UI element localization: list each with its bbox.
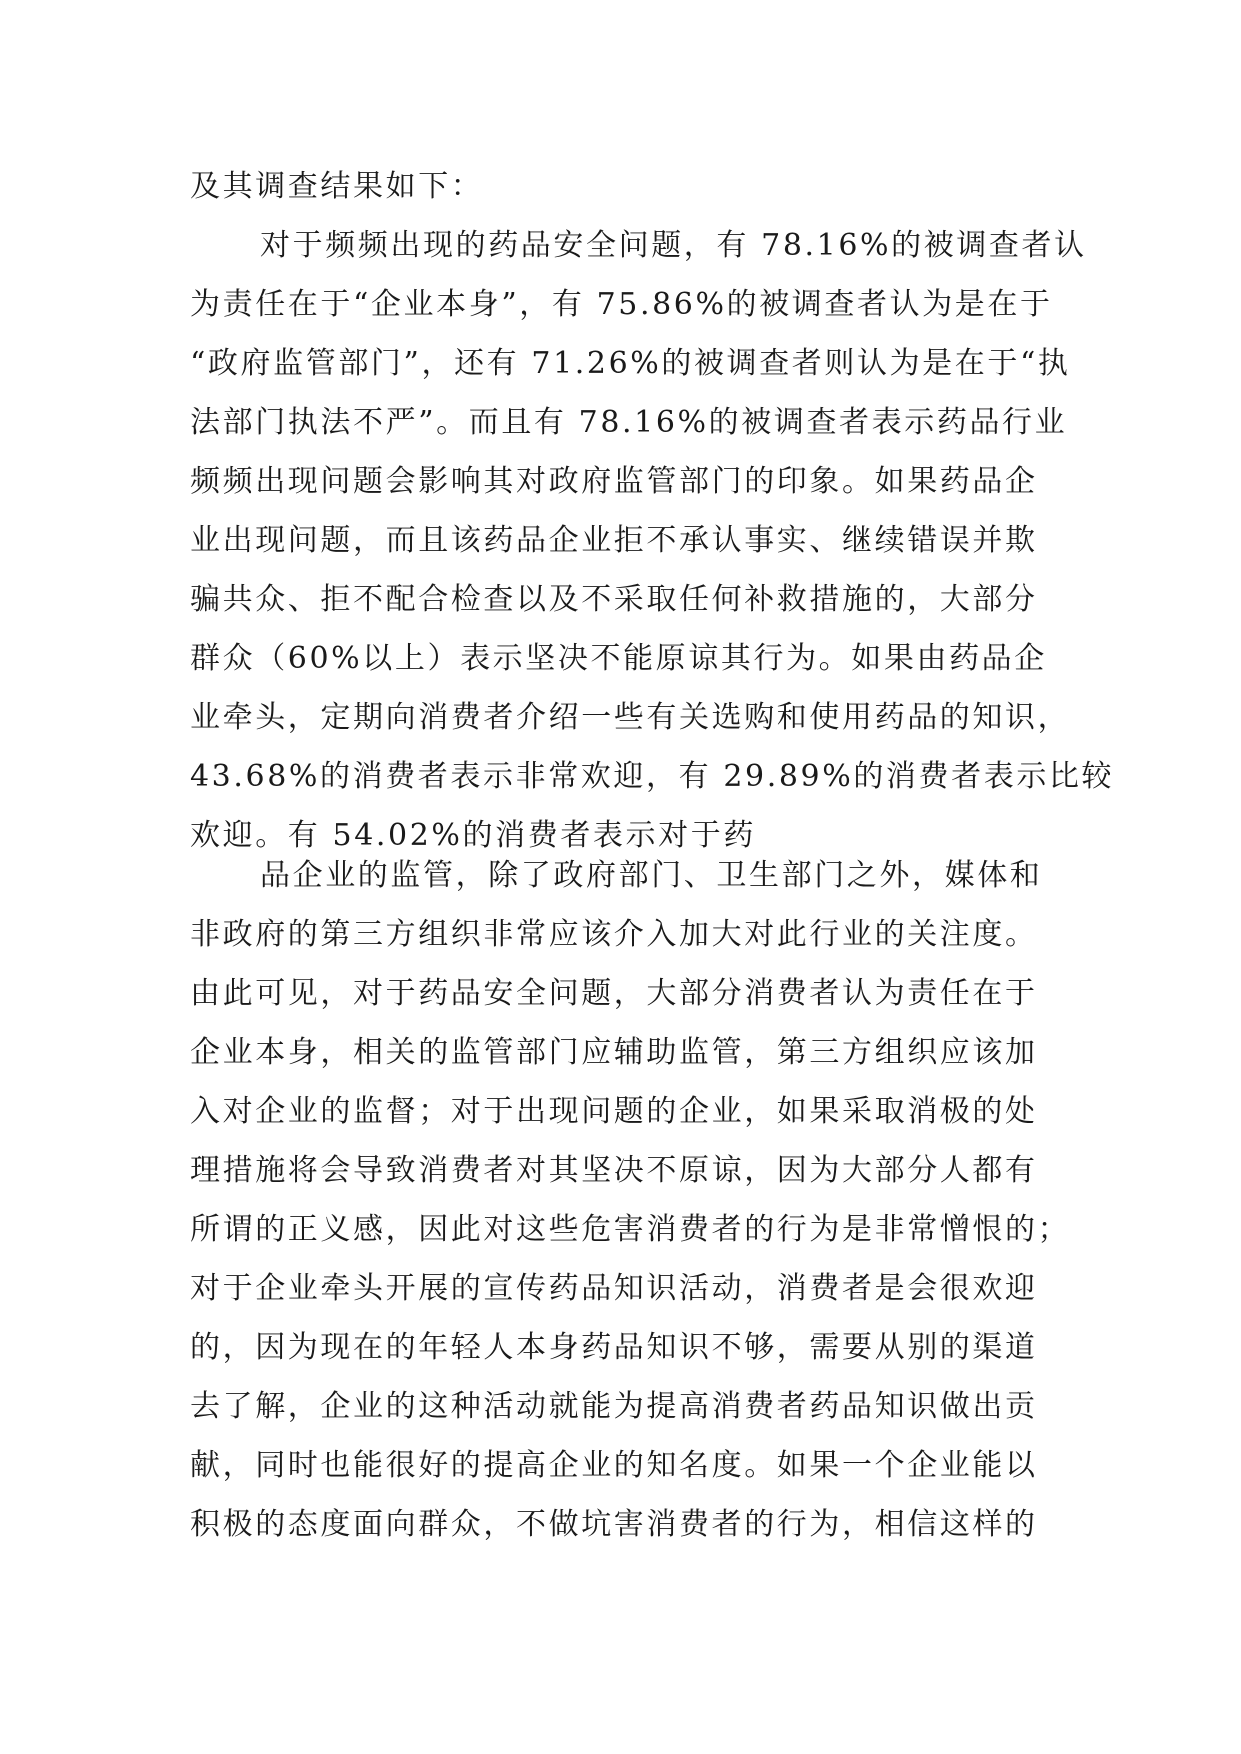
text-line: 业牵头，定期向消费者介绍一些有关选购和使用药品的知识， bbox=[190, 700, 1071, 735]
paragraph-survey-results bbox=[190, 157, 1115, 865]
text-line: 献，同时也能很好的提高企业的知名度。如果一个企业能以 bbox=[190, 1448, 1038, 1483]
text-line: 为责任在于“企业本身”，有 75.86%的被调查者认为是在于 bbox=[190, 287, 1053, 322]
text-line: 所谓的正义感，因此对这些危害消费者的行为是非常憎恨的； bbox=[190, 1212, 1071, 1247]
text-line: 及其调查结果如下： bbox=[190, 169, 484, 204]
text-line: 非政府的第三方组织非常应该介入加大对此行业的关注度。 bbox=[190, 917, 1038, 952]
paragraph-conclusion bbox=[190, 846, 1071, 1554]
text-line: 理措施将会导致消费者对其坚决不原谅，因为大部分人都有 bbox=[190, 1153, 1038, 1188]
text-line: 对于企业牵头开展的宣传药品知识活动，消费者是会很欢迎 bbox=[190, 1271, 1038, 1306]
text-line: 业出现问题，而且该药品企业拒不承认事实、继续错误并欺 bbox=[190, 523, 1038, 558]
text-line: 由此可见，对于药品安全问题，大部分消费者认为责任在于 bbox=[190, 976, 1038, 1011]
text-line: 对于频频出现的药品安全问题，有 78.16%的被调查者认 bbox=[260, 228, 1087, 263]
text-line: 的，因为现在的年轻人本身药品知识不够，需要从别的渠道 bbox=[190, 1330, 1038, 1365]
text-line: 品企业的监管，除了政府部门、卫生部门之外，媒体和 bbox=[260, 858, 1043, 893]
text-line: 43.68%的消费者表示非常欢迎，有 29.89%的消费者表示比较 bbox=[190, 759, 1115, 794]
text-line: 骗共众、拒不配合检查以及不采取任何补救措施的，大部分 bbox=[190, 582, 1038, 617]
text-line: 法部门执法不严”。而且有 78.16%的被调查者表示药品行业 bbox=[190, 405, 1068, 440]
text-line: “政府监管部门”，还有 71.26%的被调查者则认为是在于“执 bbox=[190, 346, 1071, 381]
text-line: 入对企业的监督；对于出现问题的企业，如果采取消极的处 bbox=[190, 1094, 1038, 1129]
text-line: 频频出现问题会影响其对政府监管部门的印象。如果药品企 bbox=[190, 464, 1038, 499]
text-line: 群众（60%以上）表示坚决不能原谅其行为。如果由药品企 bbox=[190, 641, 1047, 676]
text-line: 欢迎。有 54.02%的消费者表示对于药 bbox=[190, 818, 756, 853]
text-line: 积极的态度面向群众，不做坑害消费者的行为，相信这样的 bbox=[190, 1507, 1038, 1542]
text-line: 去了解，企业的这种活动就能为提高消费者药品知识做出贡 bbox=[190, 1389, 1038, 1424]
text-line: 企业本身，相关的监管部门应辅助监管，第三方组织应该加 bbox=[190, 1035, 1038, 1070]
